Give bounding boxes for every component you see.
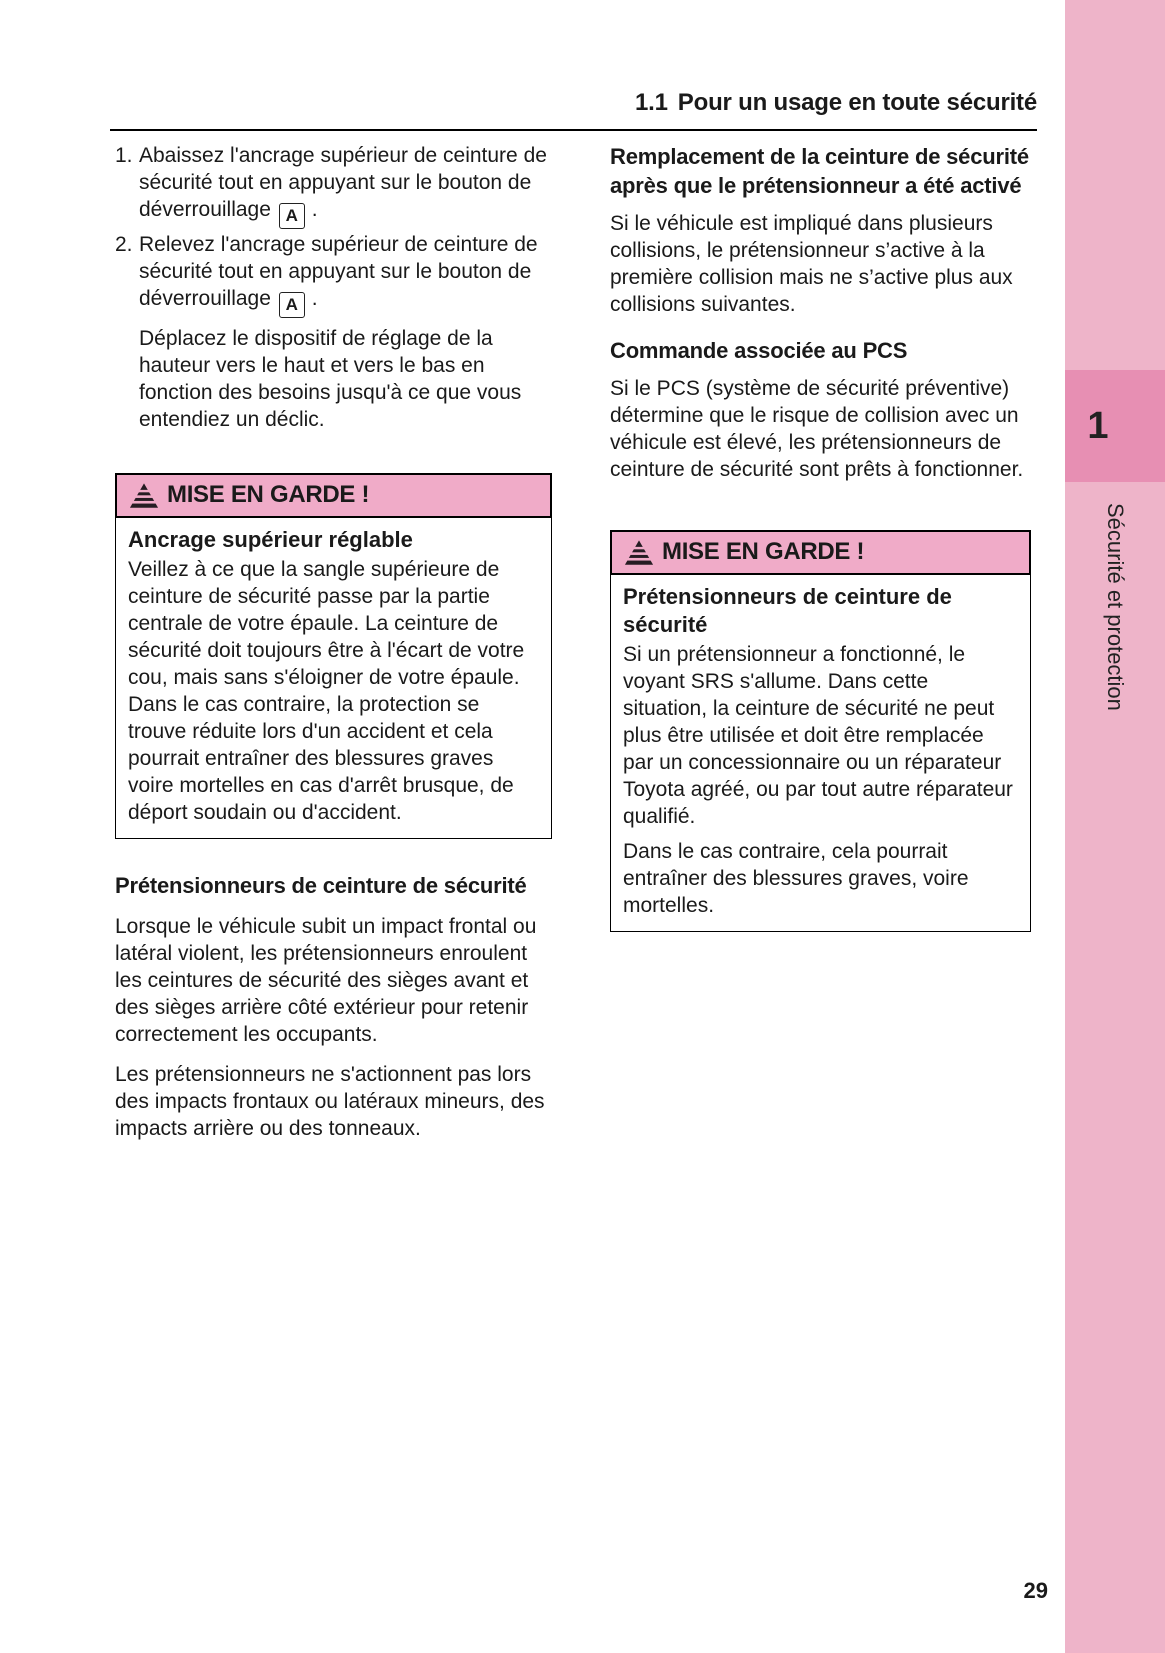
section-number: 1.1 (635, 89, 668, 116)
left-column (115, 142, 552, 1142)
warning-box-pretensioners (610, 530, 1031, 932)
warning-paragraph: Si un prétensionneur a fonctionné, le voyant SRS s'allume. Dans cette situation, la ceinture de sécurité ne peut plus être utilisée et doit être remplacée par un concessionnaire ou un réparateur Toyota agréé, ou par tout autre réparateur qualifié. (623, 643, 1013, 828)
warning-box-header (610, 530, 1031, 575)
list-number: 2. (115, 233, 133, 256)
warning-title: MISE EN GARDE ! (167, 481, 370, 508)
body-paragraph: Si le véhicule est impliqué dans plusieurs collisions, le prétensionneur s’active à la première collision mais ne s’active plus aux collisions suivantes. (610, 212, 1013, 316)
list-item-text: Abaissez l'ancrage supérieur de ceinture de sécurité tout en appuyant sur le bouton de déverrouillage A . (139, 142, 552, 229)
section-heading-pcs: Commande associée au PCS (610, 338, 908, 363)
warning-heading: Prétensionneurs de ceinture de sécurité (623, 584, 952, 637)
release-button-key-icon: A (279, 292, 305, 318)
list-item (115, 142, 552, 229)
section-title: Pour un usage en toute sécurité (677, 89, 1037, 116)
section-heading-pretensioners: Prétensionneurs de ceinture de sécurité (115, 873, 527, 898)
list-item (115, 231, 552, 318)
release-button-key-icon: A (279, 203, 305, 229)
body-paragraph: Lorsque le véhicule subit un impact frontal ou latéral violent, les prétensionneurs enroulent les ceintures de sécurité des sièges avant et des sièges arrière côté extérieur pour retenir correctement les occupants. (115, 915, 537, 1046)
page-number: 29 (1023, 1578, 1048, 1603)
chapter-sidebar-strip (1065, 0, 1165, 1653)
warning-box-adjustable-anchor (115, 473, 552, 839)
warning-triangle-icon (624, 539, 654, 566)
warning-box-body (610, 575, 1031, 932)
list-note: Déplacez le dispositif de réglage de la hauteur vers le haut et vers le bas en fonction des besoins jusqu'à ce que vous entendiez un déclic. (139, 327, 522, 431)
warning-heading: Ancrage supérieur réglable (128, 527, 413, 552)
section-heading-belt-replacement: Remplacement de la ceinture de sécurité après que le prétensionneur a été activé (610, 144, 1029, 198)
warning-title: MISE EN GARDE ! (662, 538, 865, 565)
warning-triangle-icon (129, 482, 159, 509)
chapter-number-tab: 1 (1065, 370, 1165, 482)
list-item-text: Relevez l'ancrage supérieur de ceinture de sécurité tout en appuyant sur le bouton de déverrouillage A . (139, 231, 552, 318)
body-paragraph: Si le PCS (système de sécurité préventive) détermine que le risque de collision avec un véhicule est élevé, les prétensionneurs de ceinture de sécurité sont prêts à fonctionner. (610, 377, 1024, 481)
header-divider (110, 129, 1037, 131)
list-number: 1. (115, 144, 133, 167)
body-paragraph: Les prétensionneurs ne s'actionnent pas lors des impacts frontaux ou latéraux mineurs, des impacts arrière ou des tonneaux. (115, 1063, 545, 1140)
warning-paragraph: Veillez à ce que la sangle supérieure de ceinture de sécurité passe par la partie centrale de votre épaule. La ceinture de sécurité doit toujours être à l'écart de votre cou, mais sans s'éloigner de votre épaule. Dans le cas contraire, la protection se trouve réduite lors d'un accident et cela pourrait entraîner des blessures graves voire mortelles en cas d'arrêt brusque, de déport soudain ou d'accident. (128, 558, 525, 824)
warning-box-header (115, 473, 552, 518)
page-title (110, 88, 1037, 118)
right-column (610, 142, 1031, 932)
warning-box-body (115, 518, 552, 839)
warning-paragraph: Dans le cas contraire, cela pourrait entraîner des blessures graves, voire mortelles. (623, 840, 969, 917)
chapter-label-vertical: Sécurité et protection (1103, 503, 1128, 711)
